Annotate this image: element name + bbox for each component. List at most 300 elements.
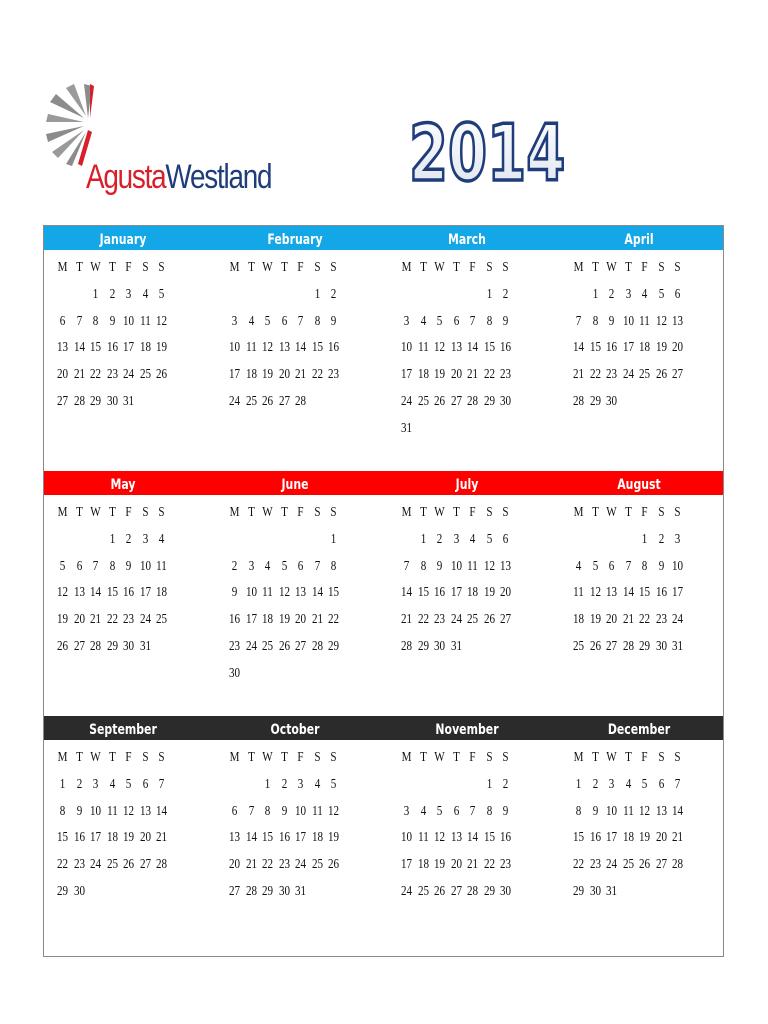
weekday-header: F [641, 504, 648, 519]
day-cell: 27 [278, 393, 290, 408]
day-cell: 23 [499, 366, 512, 382]
day-cell: 11 [245, 339, 257, 355]
weekday-header: W [434, 504, 445, 519]
weekday-header: W [90, 504, 101, 519]
day-cell: 12 [56, 584, 69, 600]
day-cell: 2 [592, 775, 598, 791]
weekday-header: M [57, 504, 68, 519]
day-cell: 28 [245, 883, 257, 898]
weekday-header: F [125, 749, 132, 764]
day-cell: 20 [450, 366, 462, 382]
day-cell: 4 [420, 802, 426, 818]
year-title [408, 72, 566, 200]
day-cell: 18 [311, 829, 323, 845]
weekday-header: F [125, 504, 132, 519]
day-cell: 19 [122, 829, 135, 845]
day-cell: 6 [231, 802, 238, 818]
weekday-header: T [452, 259, 460, 274]
day-cell: 4 [625, 775, 631, 791]
day-cell: 15 [261, 829, 274, 845]
day-cell: 18 [622, 829, 634, 845]
day-cell: 29 [106, 638, 118, 653]
day-cell: 19 [155, 339, 168, 355]
day-cell: 12 [638, 802, 651, 818]
day-cell: 23 [655, 611, 667, 627]
day-cell: 4 [142, 285, 148, 301]
day-cell: 4 [420, 312, 426, 328]
day-cell: 12 [589, 584, 601, 600]
day-cell: 28 [671, 856, 684, 872]
day-cell: 29 [483, 883, 495, 898]
weekday-header: S [485, 504, 493, 519]
weekday-header: W [606, 259, 617, 274]
day-cell: 13 [655, 802, 667, 818]
day-cell: 17 [294, 829, 307, 845]
day-cell: 17 [605, 829, 618, 845]
weekday-header: T [591, 749, 599, 764]
month-name-march: March [448, 232, 486, 248]
day-cell: 19 [483, 584, 495, 600]
day-cell: 7 [403, 557, 410, 573]
weekday-header: S [502, 749, 509, 764]
weekday-header: S [141, 749, 149, 764]
day-cell: 10 [605, 802, 618, 818]
day-cell: 16 [122, 584, 135, 600]
day-cell: 5 [330, 775, 337, 791]
weekday-header: S [158, 749, 165, 764]
day-cell: 19 [56, 611, 69, 627]
day-cell: 30 [228, 664, 241, 680]
day-cell: 27 [655, 856, 667, 872]
weekday-header: T [108, 749, 116, 764]
day-cell: 22 [89, 366, 102, 382]
month-name-june: June [281, 477, 309, 493]
day-cell: 12 [433, 339, 446, 355]
day-cell: 16 [605, 339, 618, 355]
day-cell: 11 [622, 802, 634, 818]
day-cell: 9 [436, 557, 443, 573]
day-cell: 24 [622, 366, 634, 382]
day-cell: 24 [671, 611, 684, 627]
month-name-may: May [110, 477, 136, 493]
day-cell: 26 [56, 638, 69, 653]
day-cell: 24 [605, 856, 618, 872]
day-cell: 29 [589, 393, 601, 408]
day-cell: 14 [572, 339, 585, 355]
day-cell: 31 [122, 393, 135, 408]
day-cell: 7 [469, 802, 476, 818]
day-cell: 6 [76, 557, 82, 573]
day-cell: 10 [245, 584, 257, 600]
weekday-header: S [313, 504, 321, 519]
day-cell: 4 [575, 557, 582, 573]
weekday-header: F [297, 259, 304, 274]
day-cell: 22 [106, 611, 118, 627]
day-cell: 24 [228, 393, 241, 408]
day-cell: 3 [403, 312, 410, 328]
weekday-header: W [262, 504, 273, 519]
weekday-header: S [674, 749, 681, 764]
day-cell: 6 [608, 557, 615, 573]
day-cell: 30 [106, 393, 118, 408]
day-cell: 25 [417, 393, 429, 408]
weekday-header: T [247, 259, 255, 274]
day-cell: 3 [297, 775, 304, 791]
weekday-header: T [108, 259, 116, 274]
weekday-header: S [674, 504, 681, 519]
day-cell: 24 [400, 393, 413, 408]
day-cell: 30 [655, 638, 667, 653]
day-cell: 12 [261, 339, 274, 355]
day-cell: 13 [499, 557, 512, 573]
day-cell: 18 [139, 339, 151, 355]
day-cell: 27 [499, 611, 512, 627]
day-cell: 8 [486, 802, 492, 818]
day-cell: 2 [109, 285, 115, 301]
day-cell: 23 [327, 366, 340, 382]
day-cell: 15 [417, 584, 429, 600]
weekday-header: M [57, 259, 68, 274]
day-cell: 10 [139, 557, 151, 573]
day-cell: 18 [572, 611, 585, 627]
day-cell: 3 [231, 312, 238, 328]
day-cell: 22 [56, 856, 69, 872]
day-cell: 16 [106, 339, 118, 355]
day-cell: 19 [638, 829, 651, 845]
weekday-header: W [606, 749, 617, 764]
day-cell: 9 [231, 584, 238, 600]
weekday-header: F [469, 504, 476, 519]
day-cell: 25 [106, 856, 118, 872]
day-cell: 29 [638, 638, 651, 653]
day-cell: 2 [436, 530, 443, 546]
weekday-header: T [624, 749, 632, 764]
day-cell: 14 [89, 584, 102, 600]
month-name-february: February [267, 232, 323, 248]
day-cell: 26 [122, 856, 135, 872]
day-cell: 25 [622, 856, 634, 872]
day-cell: 30 [278, 883, 290, 898]
day-cell: 28 [466, 393, 479, 408]
day-cell: 22 [327, 611, 340, 627]
weekday-header: S [502, 259, 509, 274]
agustawestland-logo [44, 78, 274, 213]
day-cell: 28 [572, 393, 585, 408]
day-cell: 1 [92, 285, 99, 301]
day-cell: 14 [155, 802, 168, 818]
day-cell: 25 [311, 856, 323, 872]
day-cell: 15 [56, 829, 69, 845]
day-cell: 17 [122, 339, 135, 355]
day-cell: 14 [466, 829, 479, 845]
day-cell: 27 [450, 883, 462, 898]
day-cell: 10 [122, 312, 135, 328]
day-cell: 10 [671, 557, 684, 573]
day-cell: 23 [228, 638, 241, 653]
day-cell: 17 [139, 584, 151, 600]
day-cell: 18 [417, 856, 429, 872]
day-cell: 25 [572, 638, 585, 653]
weekday-header: W [606, 504, 617, 519]
day-cell: 1 [486, 775, 492, 791]
day-cell: 16 [327, 339, 340, 355]
day-cell: 11 [417, 829, 429, 845]
day-cell: 11 [156, 557, 167, 573]
weekday-header: S [657, 504, 665, 519]
day-cell: 26 [433, 883, 446, 898]
day-cell: 14 [311, 584, 323, 600]
day-cell: 19 [655, 339, 667, 355]
weekday-header: S [313, 749, 321, 764]
day-cell: 26 [638, 856, 651, 872]
day-cell: 22 [589, 366, 601, 382]
weekday-header: S [158, 504, 165, 519]
day-cell: 25 [417, 883, 429, 898]
month-name-october: October [270, 722, 320, 738]
weekday-header: W [434, 259, 445, 274]
day-cell: 21 [89, 611, 102, 627]
weekday-header: M [229, 749, 240, 764]
day-cell: 28 [89, 638, 102, 653]
day-cell: 17 [400, 366, 413, 382]
day-cell: 8 [314, 312, 320, 328]
day-cell: 27 [605, 638, 618, 653]
day-cell: 8 [330, 557, 337, 573]
day-cell: 23 [605, 366, 618, 382]
day-cell: 19 [433, 366, 446, 382]
day-cell: 2 [125, 530, 132, 546]
day-cell: 11 [106, 802, 118, 818]
day-cell: 12 [327, 802, 340, 818]
day-cell: 6 [658, 775, 664, 791]
day-cell: 9 [125, 557, 132, 573]
weekday-header: T [280, 504, 288, 519]
day-cell: 31 [400, 419, 413, 435]
day-cell: 1 [59, 775, 66, 791]
day-cell: 13 [450, 829, 462, 845]
weekday-header: F [125, 259, 132, 274]
day-cell: 18 [638, 339, 651, 355]
day-cell: 12 [278, 584, 290, 600]
day-cell: 8 [486, 312, 492, 328]
day-cell: 30 [605, 393, 618, 408]
day-cell: 13 [605, 584, 618, 600]
day-cell: 7 [158, 775, 165, 791]
day-cell: 27 [73, 638, 85, 653]
day-cell: 11 [467, 557, 478, 573]
day-cell: 17 [400, 856, 413, 872]
day-cell: 20 [139, 829, 151, 845]
day-cell: 3 [248, 557, 254, 573]
day-cell: 16 [73, 829, 85, 845]
day-cell: 20 [655, 829, 667, 845]
day-cell: 6 [453, 802, 459, 818]
day-cell: 20 [73, 611, 85, 627]
day-cell: 31 [671, 638, 684, 653]
day-cell: 21 [572, 366, 585, 382]
day-cell: 4 [248, 312, 254, 328]
day-cell: 3 [92, 775, 99, 791]
weekday-header: M [229, 504, 240, 519]
day-cell: 20 [605, 611, 618, 627]
weekday-header: M [57, 749, 68, 764]
day-cell: 24 [89, 856, 102, 872]
weekday-header: S [657, 749, 665, 764]
day-cell: 2 [502, 775, 509, 791]
weekday-header: S [330, 504, 337, 519]
day-cell: 28 [311, 638, 323, 653]
weekday-header: M [401, 504, 412, 519]
day-cell: 14 [622, 584, 634, 600]
weekday-header: T [75, 259, 83, 274]
day-cell: 15 [483, 829, 495, 845]
day-cell: 26 [155, 366, 168, 382]
weekday-header: F [297, 504, 304, 519]
day-cell: 29 [327, 638, 340, 653]
day-cell: 13 [278, 339, 290, 355]
day-cell: 11 [311, 802, 323, 818]
day-cell: 25 [139, 366, 151, 382]
day-cell: 2 [502, 285, 509, 301]
day-cell: 21 [294, 366, 307, 382]
day-cell: 5 [281, 557, 287, 573]
day-cell: 1 [330, 530, 337, 546]
logo-wordmark-agusta: Agusta [86, 158, 166, 196]
day-cell: 11 [573, 584, 584, 600]
weekday-header: T [419, 504, 427, 519]
weekday-header: T [591, 504, 599, 519]
day-cell: 1 [486, 285, 492, 301]
weekday-header: M [229, 259, 240, 274]
day-cell: 6 [142, 775, 148, 791]
weekday-header: S [674, 259, 681, 274]
day-cell: 4 [109, 775, 115, 791]
day-cell: 22 [483, 366, 495, 382]
day-cell: 9 [281, 802, 287, 818]
day-cell: 30 [499, 393, 512, 408]
month-name-august: August [617, 477, 661, 493]
weekday-header: W [262, 749, 273, 764]
day-cell: 31 [605, 883, 618, 898]
day-cell: 12 [483, 557, 495, 573]
day-cell: 18 [261, 611, 274, 627]
day-cell: 7 [674, 775, 681, 791]
day-cell: 7 [469, 312, 476, 328]
day-cell: 20 [228, 856, 241, 872]
day-cell: 5 [158, 285, 165, 301]
day-cell: 28 [400, 638, 413, 653]
day-cell: 1 [314, 285, 320, 301]
day-cell: 5 [658, 285, 664, 301]
day-cell: 9 [592, 802, 598, 818]
day-cell: 9 [608, 312, 615, 328]
day-cell: 9 [502, 312, 509, 328]
month-name-january: January [99, 232, 147, 248]
month-name-april: April [624, 232, 654, 248]
day-cell: 20 [671, 339, 684, 355]
day-cell: 22 [417, 611, 429, 627]
day-cell: 16 [278, 829, 290, 845]
day-cell: 31 [139, 638, 151, 653]
day-cell: 10 [89, 802, 102, 818]
weekday-header: T [419, 259, 427, 274]
day-cell: 18 [417, 366, 429, 382]
day-cell: 7 [575, 312, 582, 328]
day-cell: 7 [297, 312, 304, 328]
day-cell: 26 [327, 856, 340, 872]
day-cell: 3 [403, 802, 410, 818]
day-cell: 4 [264, 557, 271, 573]
day-cell: 5 [436, 312, 443, 328]
day-cell: 20 [56, 366, 69, 382]
day-cell: 8 [109, 557, 115, 573]
day-cell: 26 [261, 393, 274, 408]
day-cell: 27 [294, 638, 307, 653]
day-cell: 28 [73, 393, 85, 408]
weekday-header: M [573, 749, 584, 764]
day-cell: 4 [641, 285, 648, 301]
day-cell: 26 [655, 366, 667, 382]
day-cell: 21 [245, 856, 257, 872]
day-cell: 13 [450, 339, 462, 355]
day-cell: 23 [122, 611, 135, 627]
day-cell: 9 [502, 802, 509, 818]
weekday-header: F [297, 749, 304, 764]
weekday-header: S [158, 259, 165, 274]
weekday-header: S [502, 504, 509, 519]
weekday-header: T [624, 504, 632, 519]
day-cell: 10 [294, 802, 307, 818]
day-cell: 20 [450, 856, 462, 872]
day-cell: 17 [450, 584, 462, 600]
weekday-header: F [469, 259, 476, 274]
day-cell: 26 [433, 393, 446, 408]
day-cell: 16 [499, 339, 512, 355]
day-cell: 5 [641, 775, 648, 791]
day-cell: 7 [76, 312, 82, 328]
weekday-header: F [641, 749, 648, 764]
weekday-header: T [452, 504, 460, 519]
weekday-header: T [419, 749, 427, 764]
day-cell: 18 [155, 584, 168, 600]
day-cell: 5 [436, 802, 443, 818]
day-cell: 24 [294, 856, 307, 872]
weekday-header: M [401, 749, 412, 764]
day-cell: 23 [278, 856, 290, 872]
day-cell: 29 [261, 883, 274, 898]
day-cell: 20 [294, 611, 307, 627]
weekday-header: M [573, 259, 584, 274]
day-cell: 24 [122, 366, 135, 382]
day-cell: 9 [330, 312, 337, 328]
weekday-header: S [313, 259, 321, 274]
month-name-september: September [89, 722, 157, 738]
day-cell: 18 [245, 366, 257, 382]
day-cell: 13 [56, 339, 69, 355]
day-cell: 20 [278, 366, 290, 382]
calendar-grid [43, 225, 724, 957]
logo-wordmark [86, 158, 271, 197]
day-cell: 2 [330, 285, 337, 301]
day-cell: 7 [314, 557, 320, 573]
day-cell: 15 [638, 584, 651, 600]
weekday-header: S [330, 259, 337, 274]
day-cell: 18 [466, 584, 479, 600]
day-cell: 19 [433, 856, 446, 872]
day-cell: 23 [73, 856, 85, 872]
weekday-header: M [401, 259, 412, 274]
weekday-header: W [434, 749, 445, 764]
